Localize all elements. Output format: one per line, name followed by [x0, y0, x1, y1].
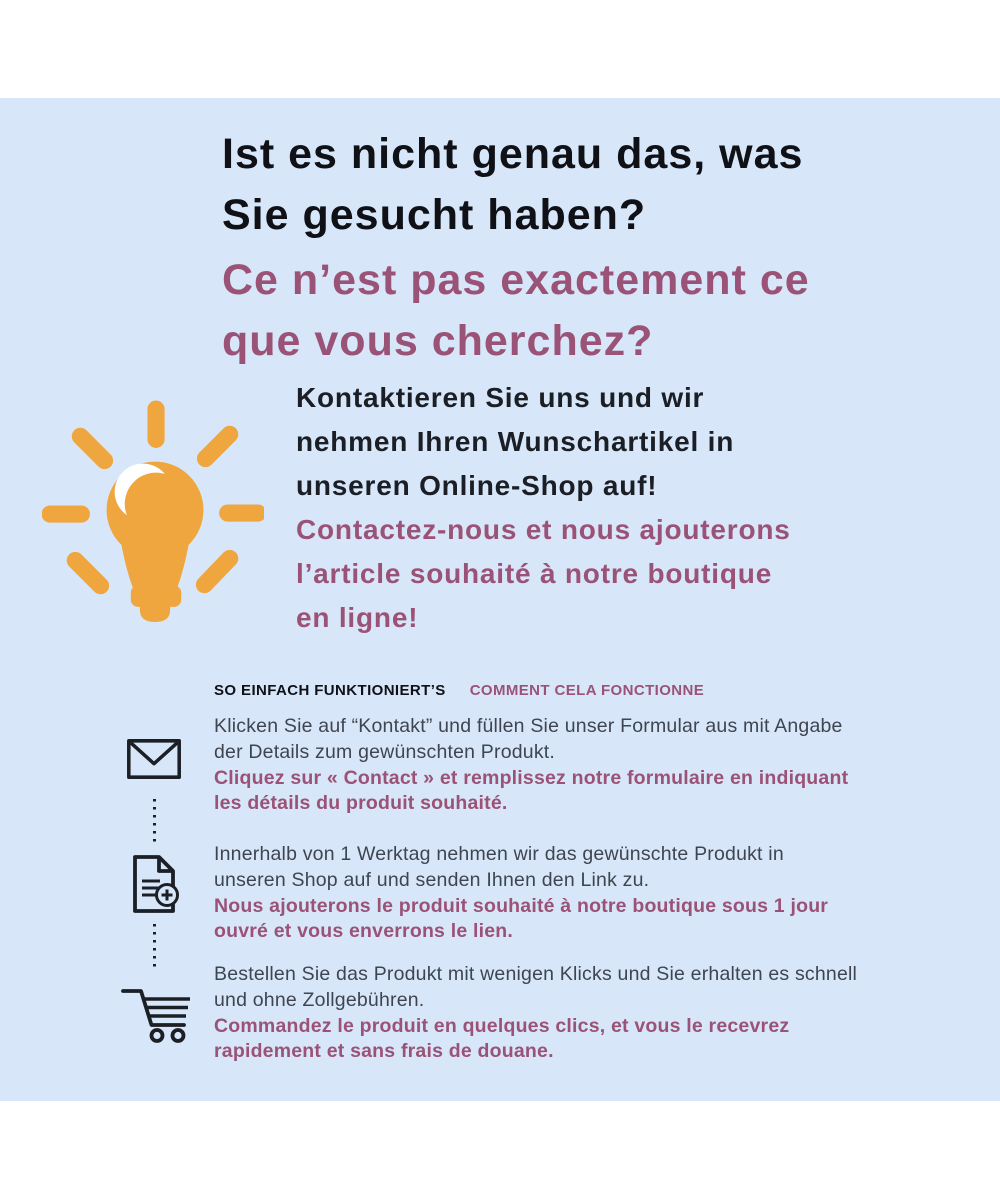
lightbulb-icon	[42, 398, 264, 622]
intro-block	[296, 376, 791, 640]
step-1-german-line: der Details zum gewünschten Produkt.	[214, 740, 556, 763]
hero-title-french	[222, 250, 810, 372]
step-1-french-line: Cliquez sur « Contact » et remplissez notre formulaire en indiquant	[214, 766, 849, 789]
intro-text-german	[296, 376, 791, 508]
step-2-french-line: ouvré et vous enverrons le lien.	[214, 920, 514, 943]
step-2-german	[214, 842, 828, 894]
hero-title-french-line: que vous cherchez?	[222, 317, 654, 365]
how-it-works-heading	[214, 682, 704, 699]
envelope-icon	[126, 736, 182, 782]
how-heading-german: SO EINFACH FUNKTIONIERT’S	[214, 682, 446, 699]
dotted-separator	[153, 924, 156, 969]
step-3-german-line: und ohne Zollgebühren.	[214, 988, 425, 1011]
step-3-french	[214, 1014, 857, 1066]
document-add-icon	[127, 854, 181, 916]
shopping-cart-icon	[118, 984, 196, 1044]
step-3-german	[214, 962, 857, 1014]
intro-french-line: l’article souhaité à notre boutique	[296, 558, 773, 589]
step-3-text	[214, 962, 857, 1065]
intro-german-line: nehmen Ihren Wunschartikel in	[296, 426, 735, 457]
intro-german-line: unseren Online-Shop auf!	[296, 470, 658, 501]
how-heading-french: COMMENT CELA FONCTIONNE	[469, 682, 705, 699]
hero-title-german	[222, 124, 803, 246]
intro-french-line: en ligne!	[296, 602, 419, 633]
step-2-german-line: unseren Shop auf und senden Ihnen den Link zu.	[214, 868, 650, 891]
step-2-text	[214, 842, 828, 945]
intro-text-french	[296, 508, 791, 640]
hero-title-german-line: Ist es nicht genau das, was	[222, 130, 804, 178]
step-1-german	[214, 714, 848, 766]
step-3-french-line: Commandez le produit en quelques clics, et vous le recevrez	[214, 1014, 790, 1037]
step-3-french-line: rapidement et sans frais de douane.	[214, 1040, 554, 1063]
hero-title-french-line: Ce n’est pas exactement ce	[222, 256, 810, 304]
step-1-text	[214, 714, 848, 817]
step-3-german-line: Bestellen Sie das Produkt mit wenigen Klicks und Sie erhalten es schnell	[214, 963, 858, 985]
dotted-separator	[153, 799, 156, 846]
step-2-french	[214, 894, 828, 946]
step-1-german-line: Klicken Sie auf “Kontakt” und füllen Sie unser Formular aus mit Angabe	[214, 715, 843, 737]
step-1-french	[214, 766, 848, 818]
intro-french-line: Contactez-nous et nous ajouterons	[296, 514, 791, 545]
hero-title-german-line: Sie gesucht haben?	[222, 191, 647, 239]
step-2-german-line: Innerhalb von 1 Werktag nehmen wir das gewünschte Produkt in	[214, 843, 784, 865]
intro-german-line: Kontaktieren Sie uns und wir	[296, 382, 705, 413]
step-2-french-line: Nous ajouterons le produit souhaité à notre boutique sous 1 jour	[214, 894, 829, 917]
step-1-french-line: les détails du produit souhaité.	[214, 792, 508, 815]
